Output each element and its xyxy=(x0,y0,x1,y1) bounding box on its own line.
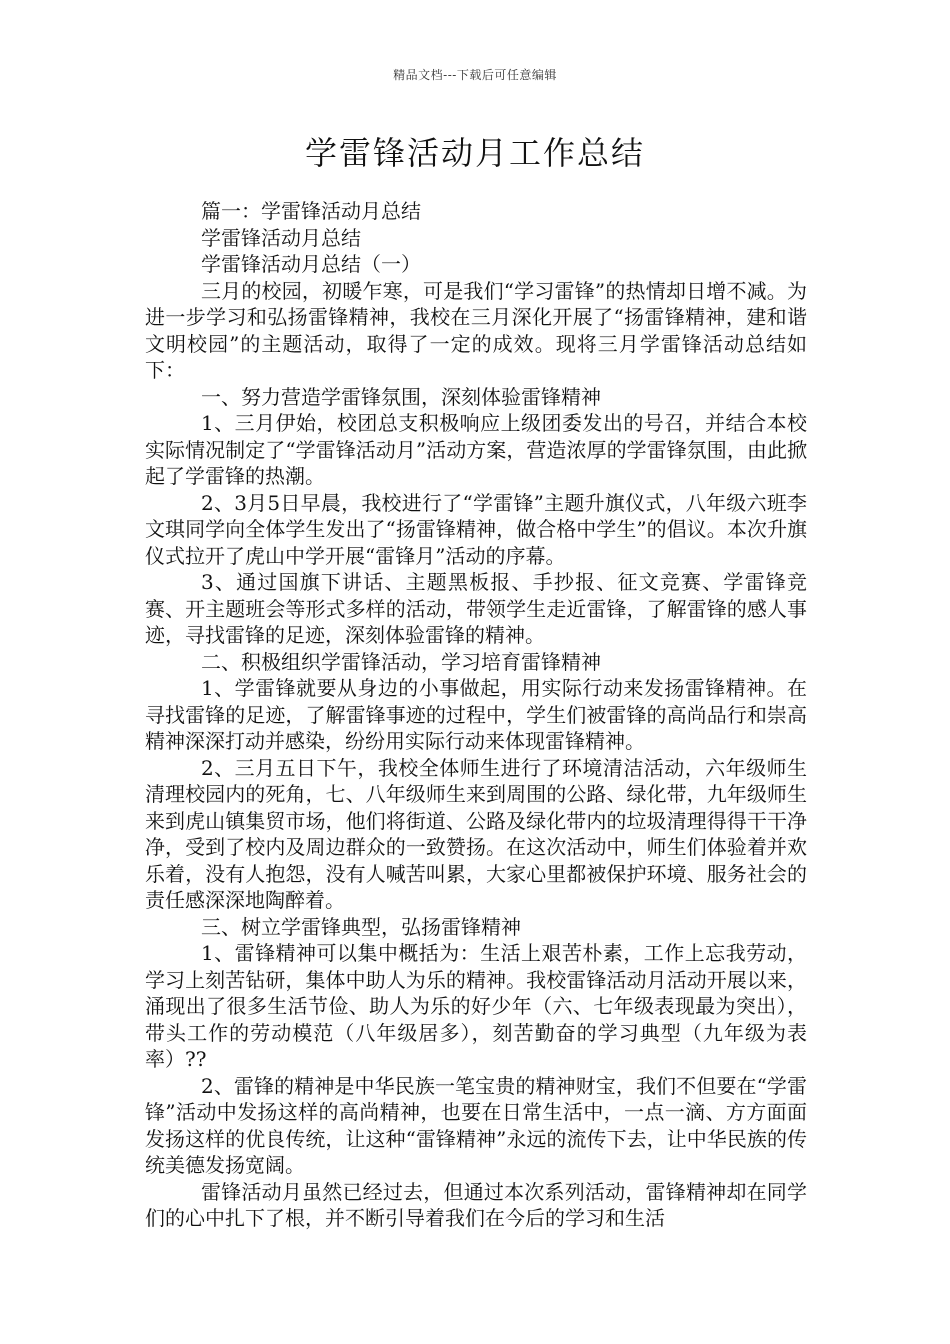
document-body xyxy=(145,198,807,1232)
paragraph: 雷锋活动月虽然已经过去，但通过本次系列活动，雷锋精神却在同学们的心中扎下了根，并不断引导着我们在今后的学习和生活 xyxy=(145,1179,807,1230)
document-title: 学雷锋活动月工作总结 xyxy=(304,134,645,172)
section-heading: 一、努力营造学雷锋氛围，深刻体验雷锋精神 xyxy=(201,384,601,409)
subtitle: 学雷锋活动月总结 xyxy=(201,225,361,250)
paragraph: 2、雷锋的精神是中华民族一笔宝贵的精神财宝，我们不但要在“学雷锋”活动中发扬这样的高尚精神，也要在日常生活中，一点一滴、方方面面发扬这样的优良传统，让这种“雷锋精神”永远的流传下去，让中华民族的传统美德发扬宽阔。 xyxy=(145,1073,807,1177)
header-note: 精品文档---下载后可任意编辑 xyxy=(393,68,557,82)
subtitle: 学雷锋活动月总结（一） xyxy=(201,252,421,276)
section-heading: 篇一：学雷锋活动月总结 xyxy=(201,199,421,223)
paragraph: 三月的校园，初暖乍寒，可是我们“学习雷锋”的热情却日增不减。为进一步学习和弘扬雷锋精神，我校在三月深化开展了“扬雷锋精神，建和谐文明校园”的主题活动，取得了一定的成效。现将三月学雷锋活动总结如下： xyxy=(145,278,807,382)
section-heading: 三、树立学雷锋典型，弘扬雷锋精神 xyxy=(201,914,521,939)
paragraph: 1、雷锋精神可以集中概括为：生活上艰苦朴素，工作上忘我劳动，学习上刻苦钻研，集体中助人为乐的精神。我校雷锋活动月活动开展以来，涌现出了很多生活节俭、助人为乐的好少年（六、七年级表现最为突出），带头工作的劳动模范（八年级居多），刻苦勤奋的学习典型（九年级为表率）?? xyxy=(145,941,807,1071)
paragraph: 2、3月5日早晨，我校进行了“学雷锋”主题升旗仪式，八年级六班李文琪同学向全体学生发出了“扬雷锋精神，做合格中学生”的倡议。本次升旗仪式拉开了虎山中学开展“雷锋月”活动的序幕。 xyxy=(145,490,807,568)
paragraph: 1、学雷锋就要从身边的小事做起，用实际行动来发扬雷锋精神。在寻找雷锋的足迹，了解雷锋事迹的过程中，学生们被雷锋的高尚品行和崇高精神深深打动并感染，纷纷用实际行动来体现雷锋精神。 xyxy=(145,676,807,753)
paragraph: 1、三月伊始，校团总支积极响应上级团委发出的号召，并结合本校实际情况制定了“学雷锋活动月”活动方案，营造浓厚的学雷锋氛围，由此掀起了学雷锋的热潮。 xyxy=(145,411,807,488)
section-heading: 二、积极组织学雷锋活动，学习培育雷锋精神 xyxy=(201,649,601,674)
paragraph: 3、通过国旗下讲话、主题黑板报、手抄报、征文竞赛、学雷锋竞赛、开主题班会等形式多样的活动，带领学生走近雷锋，了解雷锋的感人事迹，寻找雷锋的足迹，深刻体验雷锋的精神。 xyxy=(145,570,807,647)
paragraph: 2、三月五日下午，我校全体师生进行了环境清洁活动，六年级师生清理校园内的死角，七、八年级师生来到周围的公路、绿化带，九年级师生来到虎山镇集贸市场，他们将街道、公路及绿化带内的垃圾清理得得干干净净，受到了校内及周边群众的一致赞扬。在这次活动中，师生们体验着并欢乐着，没有人抱怨，没有人喊苦叫累，大家心里都被保护环境、服务社会的责任感深深地陶醉着。 xyxy=(145,755,807,912)
